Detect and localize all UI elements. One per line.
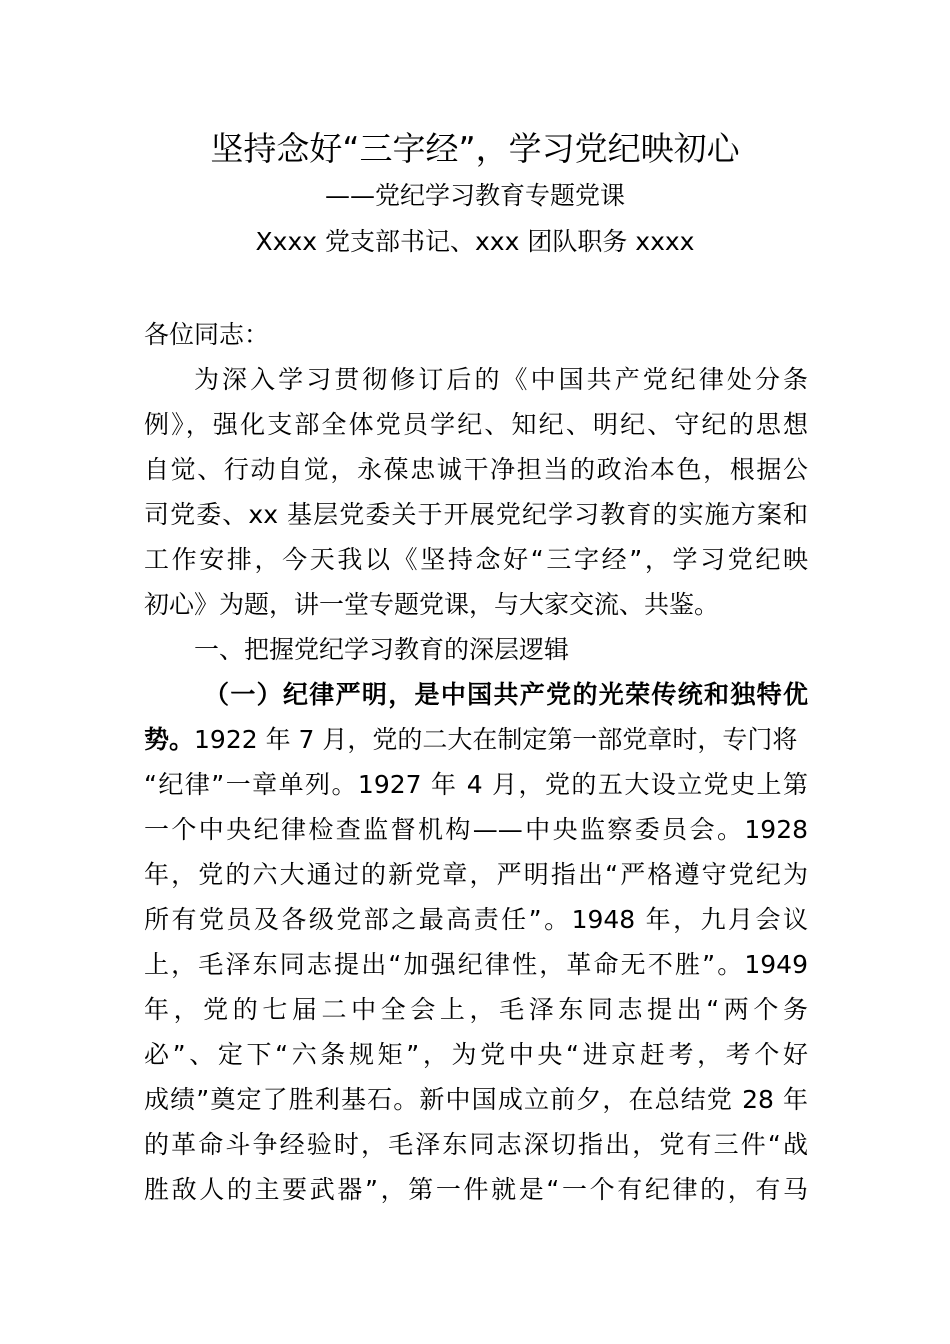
intro-line: 为深入学习贯彻修订后的《中国共产党纪律处分条 [194,365,808,394]
body-line: 年，党的六大通过的新党章，严明指出“严格遵守党纪为 [144,860,808,889]
document-body [144,312,808,1212]
body-line: 年，党的七届二中全会上，毛泽东同志提出“两个务 [144,995,808,1024]
body-line: 上，毛泽东同志提出“加强纪律性，革命无不胜”。1949 [144,950,808,979]
subsection-heading-end: 势。 [144,725,195,754]
intro-line: 司党委、xx 基层党委关于开展党纪学习教育的实施方案和 [144,500,808,529]
intro-line: 自觉、行动自觉，永葆忠诚干净担当的政治本色，根据公 [144,455,808,484]
body-line: 所有党员及各级党部之最高责任”。1948 年，九月会议 [144,905,808,934]
body-text-segment: 1922 年 7 月，党的二大在制定第一部党章时，专门将 [194,725,798,754]
section-heading: 一、把握党纪学习教育的深层逻辑 [194,635,570,664]
document-subtitle: ——党纪学习教育专题党课 [324,181,625,210]
subsection-heading: （一）纪律严明，是中国共产党的光荣传统和独特优 [204,680,808,709]
body-line: 的革命斗争经验时，毛泽东同志深切指出，党有三件“战 [144,1130,808,1159]
body-line: “纪律”一章单列。1927 年 4 月，党的五大设立党史上第 [144,770,808,799]
intro-line: 工作安排，今天我以《坚持念好“三字经”，学习党纪映 [144,545,808,574]
salutation: 各位同志： [144,320,270,349]
body-line: 成绩”奠定了胜利基石。新中国成立前夕，在总结党 28 年 [144,1085,808,1114]
subsection-line [144,717,808,762]
document-title: 坚持念好“三字经”，学习党纪映初心 [210,129,740,168]
body-line: 必”、定下“六条规矩”，为党中央“进京赶考，考个好 [144,1040,808,1069]
body-line: 一个中央纪律检查监督机构——中央监察委员会。1928 [144,815,808,844]
intro-line: 例》，强化支部全体党员学纪、知纪、明纪、守纪的思想 [144,410,808,439]
intro-line: 初心》为题，讲一堂专题党课，与大家交流、共鉴。 [144,590,720,619]
document-author: Xxxx 党支部书记、xxx 团队职务 xxxx [255,227,695,256]
body-line: 胜敌人的主要武器”，第一件就是“一个有纪律的，有马 [144,1175,808,1204]
